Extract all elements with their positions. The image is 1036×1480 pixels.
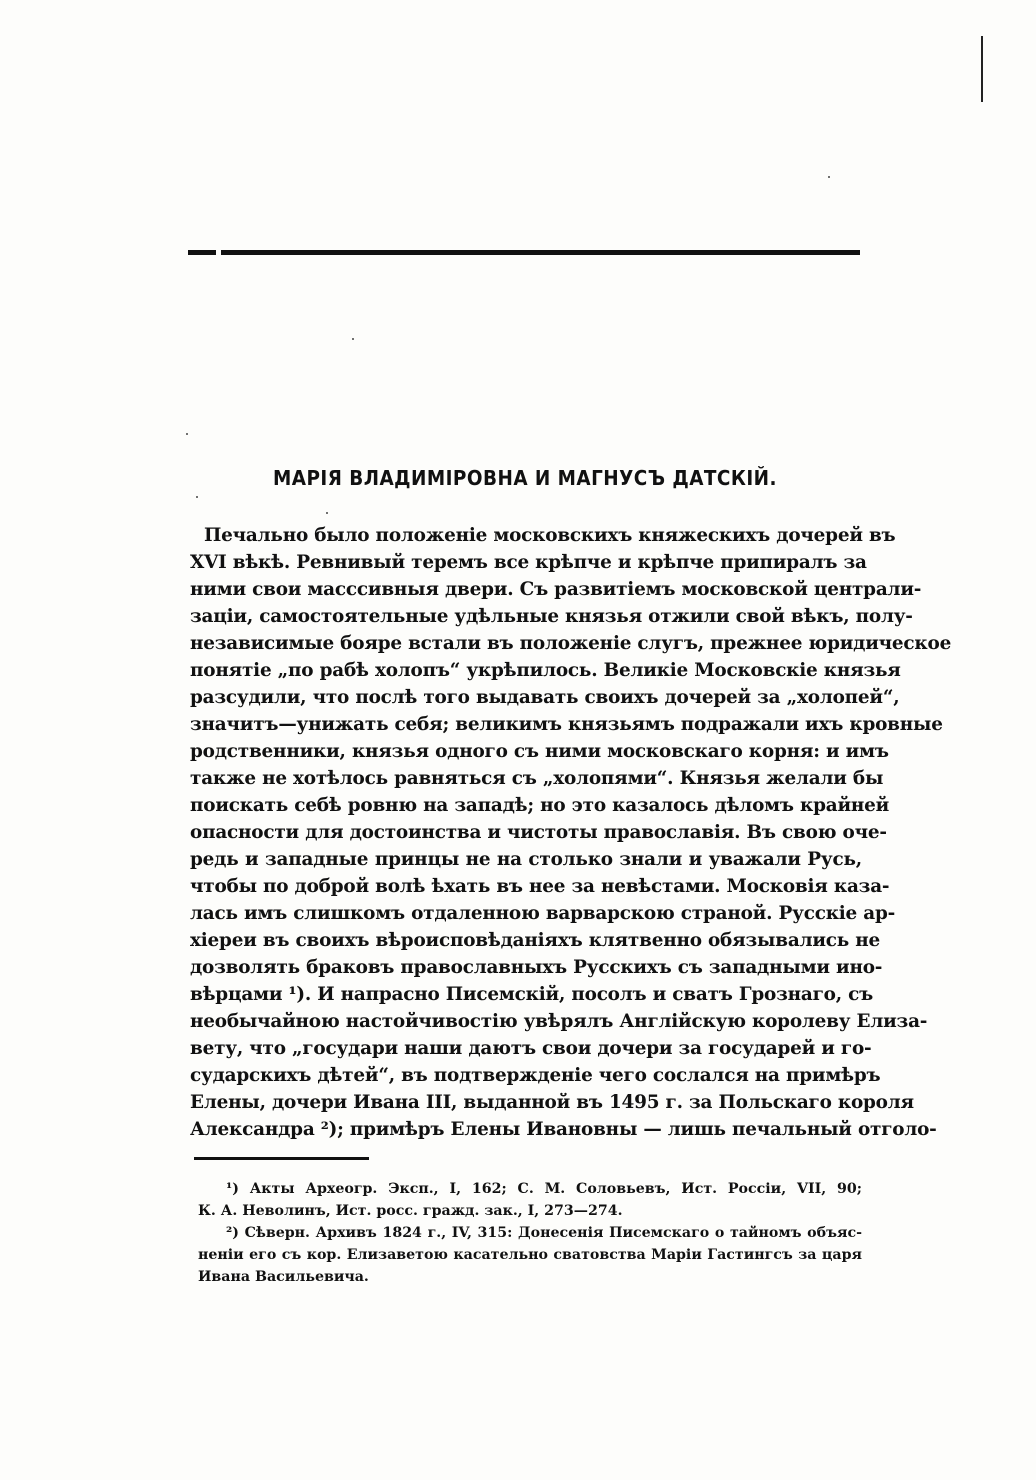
footnote-line: ²) Сѣверн. Архивъ 1824 г., IV, 315: Донесенія Писемскаго о тайномъ объяс-: [226, 1225, 862, 1241]
text-line: Александра ²); примѣръ Елены Ивановны — лишь печальный отголо-: [190, 1119, 937, 1140]
text-line: понятіе „по рабѣ холопъ“ укрѣпилось. Великіе Московскіе князья: [190, 660, 901, 681]
text-line: независимые бояре встали въ положеніе слугъ, прежнее юридическое: [190, 633, 952, 654]
chapter-title: МАРІЯ ВЛАДИМІРОВНА И МАГНУСЪ ДАТСКІЙ.: [273, 466, 777, 490]
paper-speck: [326, 512, 328, 514]
text-line: XVI вѣкѣ. Ревнивый теремъ все крѣпче и крѣпче припиралъ за: [190, 552, 867, 573]
body-text: [190, 522, 952, 1143]
text-line: родственники, князья одного съ ними московскаго корня: и имъ: [190, 741, 889, 762]
text-line: хіереи въ своихъ вѣроисповѣданіяхъ клятвенно обязывались не: [190, 930, 881, 951]
paper-speck: [352, 338, 354, 340]
text-line: Елены, дочери Ивана III, выданной въ 1495 г. за Польскаго короля: [190, 1092, 914, 1113]
text-line: редь и западные принцы не на столько знали и уважали Русь,: [190, 849, 862, 870]
text-line: необычайною настойчивостію увѣрялъ Англійскую королеву Елиза-: [190, 1011, 928, 1032]
text-line: Печально было положеніе московскихъ княжескихъ дочерей въ: [204, 525, 896, 546]
text-line: опасности для достоинства и чистоты православія. Въ свою оче-: [190, 822, 887, 843]
footnote-line: К. А. Неволинъ, Ист. росс. гражд. зак., I, 273—274.: [198, 1203, 623, 1219]
paper-speck: [828, 176, 830, 178]
footnote-line: Ивана Васильевича.: [198, 1269, 369, 1285]
text-line: сударскихъ дѣтей“, въ подтвержденіе чего сослался на примѣръ: [190, 1065, 881, 1086]
text-line: значитъ—унижать себя; великимъ князьямъ подражали ихъ кровные: [190, 714, 943, 735]
text-line: поискать себѣ ровню на западѣ; но это казалось дѣломъ крайней: [190, 795, 890, 816]
text-line: вѣрцами ¹). И напрасно Писемскій, посолъ и сватъ Грознаго, съ: [190, 984, 874, 1005]
text-line: чтобы по доброй волѣ ѣхать въ нее за невѣстами. Московія каза-: [190, 876, 890, 897]
text-line: разсудили, что послѣ того выдавать своихъ дочерей за „холопей“,: [190, 687, 900, 708]
paper-speck: [196, 496, 198, 498]
footnote-line: ¹) Акты Археогр. Эксп., I, 162; С. М. Соловьевъ, Ист. Россіи, VII, 90;: [226, 1181, 862, 1197]
text-line: заціи, самостоятельные удѣльные князья отжили свой вѣкъ, полу-: [190, 606, 913, 627]
text-line: вету, что „государи наши даютъ свои дочери за государей и го-: [190, 1038, 872, 1059]
header-rule: [188, 250, 860, 255]
margin-mark: [981, 36, 983, 102]
text-line: лась имъ слишкомъ отдаленною варварскою страной. Русскіе ар-: [190, 903, 896, 924]
footnote-line: неніи его съ кор. Елизаветою касательно сватовства Маріи Гастингсъ за царя: [198, 1247, 862, 1263]
footnote-rule: [194, 1157, 369, 1160]
paper-speck: [186, 433, 188, 435]
text-line: дозволять браковъ православныхъ Русскихъ съ западными ино-: [190, 957, 883, 978]
footnotes: [198, 1178, 862, 1288]
text-line: ними свои масссивныя двери. Съ развитіемъ московской централи-: [190, 579, 922, 600]
text-line: также не хотѣлось равняться съ „холопями“. Князья желали бы: [190, 768, 884, 789]
